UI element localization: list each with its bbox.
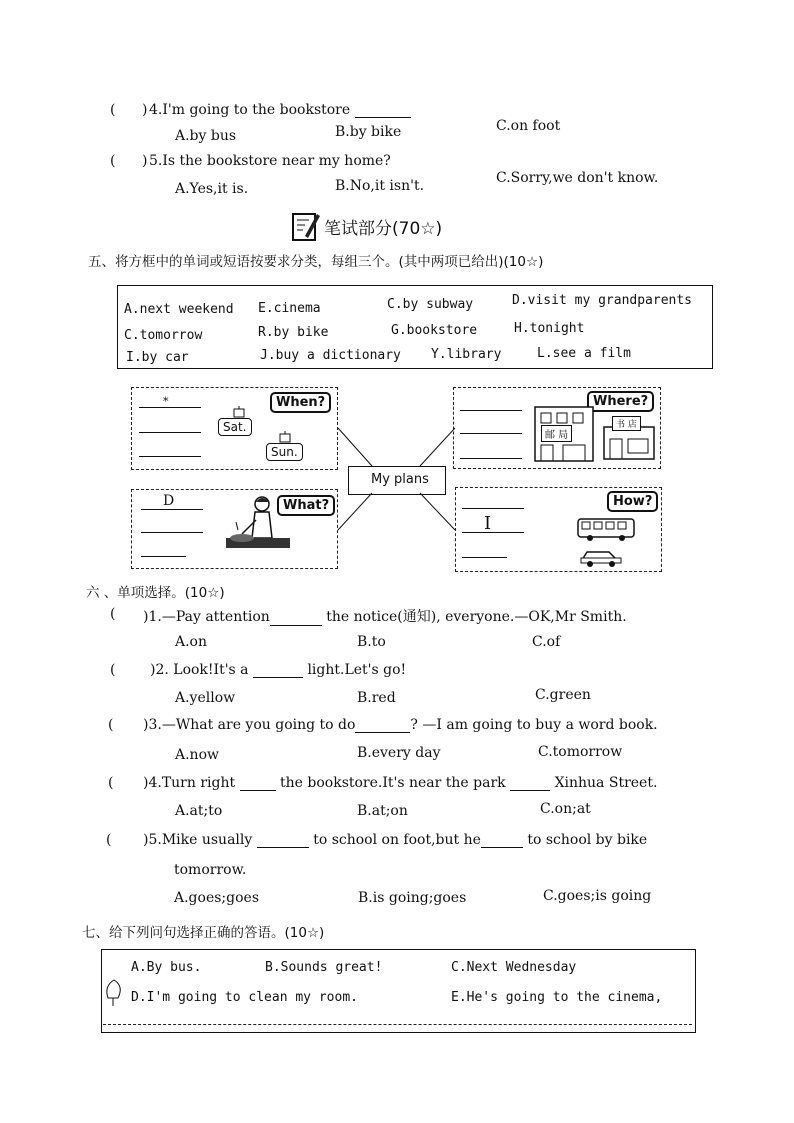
center-label: My plans [371, 472, 429, 487]
what-tag: What? [277, 495, 335, 516]
question-stem: 5.Is the bookstore near my home? [149, 153, 391, 169]
sat-sign: Sat. [218, 418, 252, 436]
option-a: A.now [175, 747, 219, 763]
option-c: C.of [532, 634, 561, 650]
word-bank-item: C.by subway [387, 297, 474, 312]
where-tag: Where? [587, 391, 654, 412]
answer-blank[interactable] [257, 833, 309, 848]
question-stem: )2. Look!It's a light.Let's go! [150, 662, 407, 678]
question-stem-line2: tomorrow. [174, 862, 247, 878]
option-b: B.by bike [335, 124, 402, 140]
answer-blank[interactable] [510, 776, 550, 791]
given-answer: I [484, 513, 492, 534]
question-stem: )3.—What are you going to do ? —I am going to buy a word book. [143, 717, 658, 733]
answer-line[interactable] [460, 410, 522, 411]
option-c: C.on foot [496, 118, 561, 134]
answer-line[interactable] [462, 508, 524, 509]
answer-line[interactable] [141, 532, 203, 533]
option-a: A.yellow [175, 690, 236, 706]
word-bank-item: L.see a film [537, 346, 631, 361]
section6-title: 六 、单项选择。(10☆) [86, 585, 225, 601]
how-tag: How? [607, 491, 658, 512]
bus-icon [576, 517, 638, 547]
answer-blank[interactable] [270, 611, 322, 626]
given-mark: * [163, 395, 169, 408]
answer-line[interactable] [141, 509, 203, 510]
paren-open: ( [110, 662, 116, 678]
answer-option: C.Next Wednesday [451, 960, 577, 975]
question-stem: )1.—Pay attention the notice(通知), everyone.—OK,Mr Smith. [143, 609, 627, 625]
option-c: C.green [535, 687, 591, 703]
written-section-header: 笔试部分(70☆) [324, 219, 443, 239]
answer-blank[interactable] [355, 718, 410, 733]
option-a: A.Yes,it is. [175, 181, 249, 197]
option-a: A.by bus [175, 128, 237, 144]
word-bank-item: J.buy a dictionary [260, 348, 401, 363]
option-c: C.Sorry,we don't know. [496, 170, 659, 186]
option-c: C.on;at [540, 801, 591, 817]
section5-title: 五、将方框中的单词或短语按要求分类，每组三个。(其中两项已给出)(10☆) [88, 254, 544, 270]
option-b: B.to [357, 634, 386, 650]
option-c: C.goes;is going [543, 888, 652, 904]
paren-close: ) [142, 153, 148, 169]
word-bank-item: A.next weekend [124, 302, 234, 317]
option-b: B.at;on [357, 803, 408, 819]
girl-cooking-picture [222, 494, 294, 568]
answer-option: A.By bus. [131, 960, 202, 975]
answer-line[interactable] [141, 556, 186, 557]
option-b: B.every day [357, 745, 441, 761]
question-stem: 4.I'm going to the bookstore [149, 102, 411, 118]
answer-blank[interactable] [481, 833, 523, 848]
question-stem: )4.Turn right the bookstore.It's near the park Xinhua Street. [143, 775, 658, 791]
answer-line[interactable] [139, 456, 201, 457]
option-a: A.at;to [175, 803, 223, 819]
paren-open: ( [110, 153, 116, 169]
answer-line[interactable] [460, 433, 522, 434]
answer-line[interactable] [462, 557, 507, 558]
given-answer: D [163, 493, 175, 509]
option-b: B.red [357, 690, 396, 706]
dotted-divider [103, 1024, 692, 1025]
sun-sign: Sun. [266, 443, 303, 461]
option-a: A.goes;goes [174, 890, 259, 906]
word-bank-item: G.bookstore [391, 323, 478, 338]
word-bank-item: E.cinema [258, 301, 321, 316]
paren-open: ( [108, 775, 114, 791]
word-bank-item: D.visit my grandparents [512, 293, 693, 308]
answer-option: D.I'm going to clean my room. [131, 990, 358, 1005]
question-stem: )5.Mike usually to school on foot,but he to school by bike [143, 832, 648, 848]
answer-line[interactable] [139, 407, 201, 408]
word-bank-item: Y.library [431, 347, 502, 362]
section7-title: 七、给下列问句选择正确的答语。(10☆) [82, 925, 325, 941]
car-icon [579, 545, 623, 571]
word-bank-item: C.tomorrow [124, 328, 203, 343]
word-bank-item: R.by bike [258, 325, 329, 340]
paren-close: ) [142, 102, 148, 118]
paren-open: ( [106, 832, 112, 848]
option-c: C.tomorrow [538, 744, 623, 760]
answer-option: E.He's going to the cinema, [451, 990, 663, 1005]
option-a: A.on [175, 634, 208, 650]
option-b: B.is going;goes [358, 890, 467, 906]
answer-line[interactable] [462, 532, 524, 533]
option-b: B.No,it isn't. [335, 178, 425, 194]
answer-blank[interactable] [240, 776, 276, 791]
paren-open: ( [110, 606, 116, 622]
post-office-sign: 邮 局 [541, 425, 572, 442]
word-bank-item: H.tonight [514, 321, 585, 336]
paren-open: ( [110, 102, 116, 118]
when-tag: When? [270, 392, 331, 413]
answer-line[interactable] [460, 458, 522, 459]
answer-blank[interactable] [253, 663, 303, 678]
bookstore-sign: 书 店 [612, 416, 641, 431]
answer-line[interactable] [139, 432, 201, 433]
plant-decoration-icon [102, 976, 128, 1010]
paren-open: ( [108, 717, 114, 733]
answer-option: B.Sounds great! [265, 960, 383, 975]
word-bank-item: I.by car [126, 350, 189, 365]
